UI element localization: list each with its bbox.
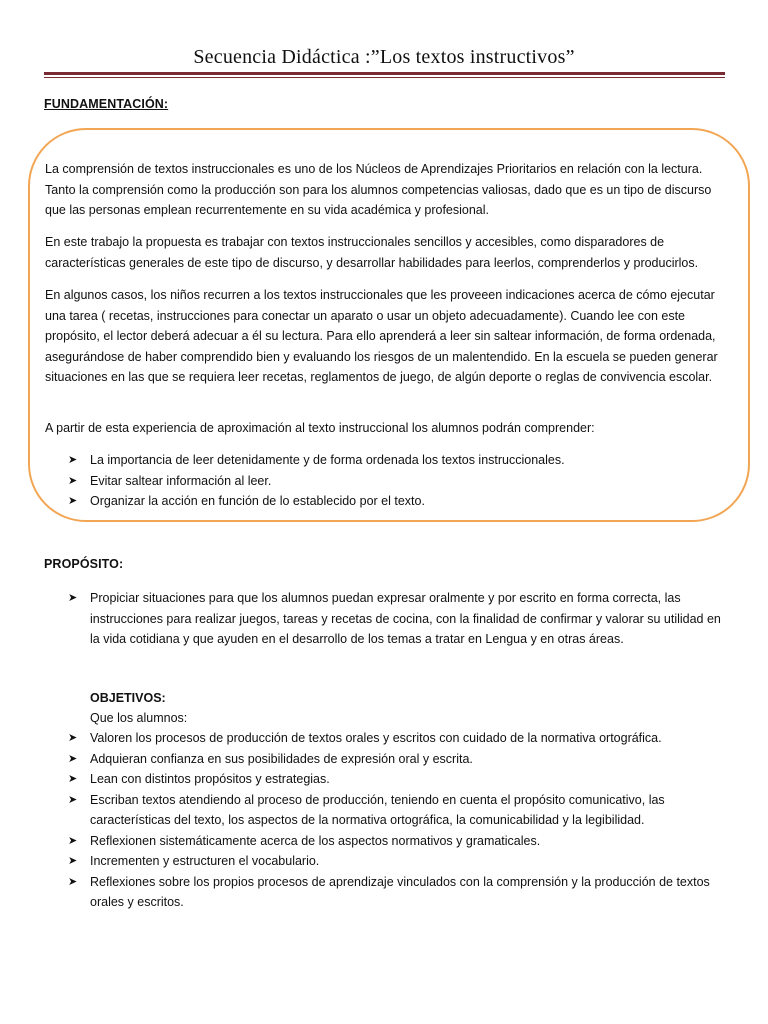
list-item: ➤ Adquieran confianza en sus posibilidades de expresión oral y escrita. (68, 749, 728, 770)
title-rule-thick (44, 72, 725, 75)
list-item: ➤ La importancia de leer detenidamente y de forma ordenada los textos instruccionales. (68, 450, 728, 471)
list-item: ➤ Valoren los procesos de producción de textos orales y escritos con cuidado de la normativa ortográfica. (68, 728, 728, 749)
list-item: ➤ Evitar saltear información al leer. (68, 471, 728, 492)
objetivos-intro: Que los alumnos: (90, 711, 188, 725)
arrowhead-bullet-icon: ➤ (68, 875, 78, 888)
fundamentacion-paragraph-3: En algunos casos, los niños recurren a los textos instruccionales que les proveeen indicaciones acerca de cómo ejecutar una tarea ( recetas, instrucciones para conectar un aparato o usar un objeto adecuadamente). Cuando lee con este propósito, el lector deberá adecuar a él su lectura. Para ello aprenderá a leer sin saltear información, de forma ordenada, asegurándose de haber comprendido bien y evaluando los riesgos de un malentendido. En la escuela se pueden generar situaciones en las que se requiera leer recetas, reglamentos de juego, de algún deporte o reglas de convivencia escolar. (45, 288, 718, 384)
objetivos-heading: OBJETIVOS: (90, 691, 166, 705)
list-item: ➤ Reflexionen sistemáticamente acerca de los aspectos normativos y gramaticales. (68, 831, 728, 852)
fundamentacion-heading: FUNDAMENTACIÓN: (44, 97, 169, 111)
proposito-heading: PROPÓSITO: (44, 557, 124, 571)
arrowhead-bullet-icon: ➤ (68, 855, 78, 867)
fundamentacion-paragraph-2: En este trabajo la propuesta es trabajar con textos instruccionales sencillos y accesibles, como disparadores de características generales de este tipo de discurso, y desarrollar habilidades para leerlos, comprenderlos y producirlos. (45, 235, 699, 270)
fundamentacion-bullet-list (68, 450, 728, 512)
arrowhead-bullet-icon: ➤ (68, 773, 78, 785)
arrowhead-bullet-icon: ➤ (68, 592, 78, 604)
list-item: ➤ Lean con distintos propósitos y estrategias. (68, 769, 728, 790)
arrowhead-bullet-icon: ➤ (68, 752, 78, 765)
list-item: ➤ Organizar la acción en función de lo establecido por el texto. (68, 491, 728, 512)
list-item: ➤ Propiciar situaciones para que los alumnos puedan expresar oralmente y por escrito en forma correcta, las instrucciones para realizar juegos, tareas y recetas de cocina, con la finalidad de confirmar y valorar su utilidad en la vida cotidiana y que ayuden en el desarrollo de los temas a tratar en Lengua y en otras áreas. (68, 588, 728, 650)
arrowhead-bullet-icon: ➤ (68, 732, 78, 744)
arrowhead-bullet-icon: ➤ (68, 474, 78, 487)
title-rule-thin (44, 77, 725, 78)
arrowhead-bullet-icon: ➤ (68, 454, 78, 466)
fundamentacion-paragraph-1: La comprensión de textos instruccionales es uno de los Núcleos de Aprendizajes Prioritarios en relación con la lectura. Tanto la comprensión como la producción son para los alumnos competencias valiosas, dado que es un tipo de discurso que las personas emplean recurrentemente en su vida académica y profesional. (45, 162, 712, 217)
objetivos-bullet-list (68, 728, 728, 913)
proposito-bullet-list (68, 588, 728, 650)
arrowhead-bullet-icon: ➤ (68, 495, 78, 507)
arrowhead-bullet-icon: ➤ (68, 793, 78, 806)
fundamentacion-paragraph-4: A partir de esta experiencia de aproximación al texto instruccional los alumnos podrán comprender: (45, 421, 595, 435)
arrowhead-bullet-icon: ➤ (68, 834, 78, 847)
list-item: ➤ Incrementen y estructuren el vocabulario. (68, 851, 728, 872)
page-title: Secuencia Didáctica :”Los textos instructivos” (193, 46, 575, 68)
list-item: ➤ Escriban textos atendiendo al proceso de producción, teniendo en cuenta el propósito comunicativo, las características del texto, los aspectos de la normativa ortográfica, la comunicabilidad y la legibilidad. (68, 790, 728, 831)
list-item: ➤ Reflexiones sobre los propios procesos de aprendizaje vinculados con la comprensión y la producción de textos orales y escritos. (68, 872, 728, 913)
